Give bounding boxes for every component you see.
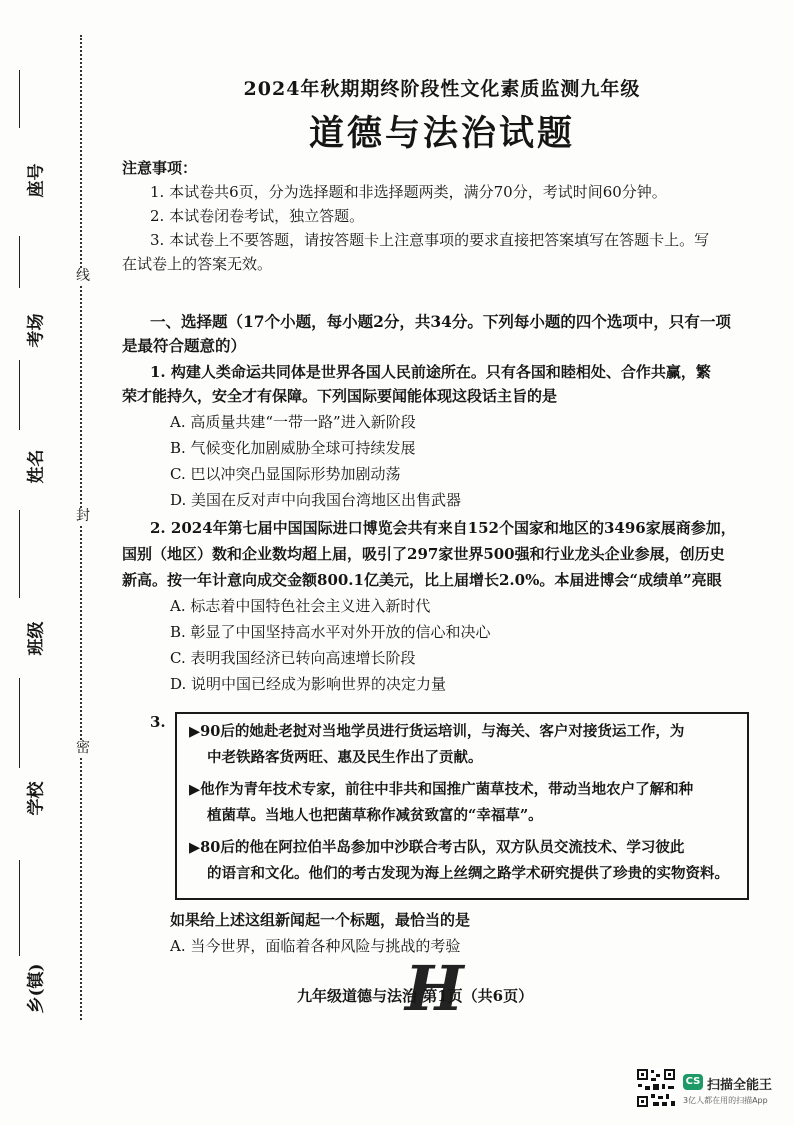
township-label: 乡(镇) — [26, 963, 47, 1014]
watermark-h-mark: H — [405, 952, 464, 1025]
q3-stem: 如果给上述这组新闻起一个标题，最恰当的是 — [170, 911, 471, 929]
seal-dotted-line — [80, 35, 82, 1020]
seat-label: 座号 — [26, 163, 47, 198]
notice-heading: 注意事项： — [122, 159, 198, 177]
student-name-blank — [19, 360, 20, 430]
q2-stem-line-3: 新高。按一年计意向成交金额800.1亿美元，比上届增长2.0%。本届进博会“成绩单”亮眼 — [122, 571, 722, 589]
q3-news-line-3: ▶他作为青年技术专家，前往中非共和国推广菌草技术，带动当地农户了解和种 — [189, 781, 694, 798]
q2-stem-line-1: 2. 2024年第七届中国国际进口博览会共有来自152个国家和地区的3496家展商参加， — [150, 519, 736, 537]
scanner-app-name: 扫描全能王 — [707, 1078, 773, 1093]
q1-option-a: A. 高质量共建“一带一路”进入新阶段 — [170, 413, 416, 431]
q3-news-line-5: ▶80后的他在阿拉伯半岛参加中沙联合考古队，双方队员交流技术、学习彼此 — [189, 839, 685, 856]
class-label: 班级 — [26, 621, 47, 656]
township-blank — [19, 860, 20, 956]
exam-room-label: 考场 — [26, 313, 47, 348]
binding-strip — [0, 0, 100, 1060]
q3-option-a: A. 当今世界，面临着各种风险与挑战的考验 — [170, 937, 461, 955]
section1-heading-cont: 是最符合题意的） — [122, 336, 247, 355]
exam-room-blank — [19, 236, 20, 288]
seal-char-secret: 密 — [76, 740, 90, 756]
seal-char-seal: 封 — [76, 508, 90, 524]
q1-option-b: B. 气候变化加剧威胁全球可持续发展 — [170, 439, 416, 457]
seat-blank — [19, 70, 20, 128]
q1-option-d: D. 美国在反对声中向我国台湾地区出售武器 — [170, 491, 462, 509]
qr-code-icon — [636, 1068, 676, 1108]
q3-news-line-1: ▶90后的她赴老挝对当地学员进行货运培训，与海关、客户对接货运工作，为 — [189, 723, 685, 740]
q2-option-b: B. 彰显了中国坚持高水平对外开放的信心和决心 — [170, 623, 491, 641]
scanner-tagline: 3亿人都在用的扫描App — [683, 1096, 768, 1105]
q2-option-d: D. 说明中国已经成为影响世界的决定力量 — [170, 675, 447, 693]
school-blank — [19, 678, 20, 768]
q1-stem-line-1: 1. 构建人类命运共同体是世界各国人民前途所在。只有各国和睦相处、合作共赢，繁 — [150, 363, 711, 381]
q3-news-line-6: 的语言和文化。他们的考古发现为海上丝绸之路学术研究提供了珍贵的实物资料。 — [207, 865, 729, 882]
notice-item-3: 3. 本试卷上不要答题，请按答题卡上注意事项的要求直接把答案填写在答题卡上。写 — [150, 231, 710, 249]
notice-item-2: 2. 本试卷闭卷考试，独立答题。 — [150, 207, 365, 225]
q3-news-line-2: 中老铁路客货两旺、惠及民生作出了贡献。 — [207, 749, 483, 766]
school-label: 学校 — [26, 781, 47, 816]
q3-number: 3. — [150, 713, 166, 731]
notice-item-1: 1. 本试卷共6页，分为选择题和非选择题两类，满分70分，考试时间60分钟。 — [150, 183, 667, 201]
q3-news-box — [175, 712, 749, 900]
class-blank — [19, 510, 20, 598]
q2-option-c: C. 表明我国经济已转向高速增长阶段 — [170, 649, 416, 667]
q1-option-c: C. 巴以冲突凸显国际形势加剧动荡 — [170, 465, 401, 483]
q2-stem-line-2: 国别（地区）数和企业数均超上届，吸引了297家世界500强和行业龙头企业参展，创历史 — [122, 545, 725, 563]
scanner-logo-icon: CS — [683, 1074, 703, 1090]
notice-item-3-cont: 在试卷上的答案无效。 — [122, 255, 273, 273]
section1-heading: 一、选择题（17个小题，每小题2分，共34分。下列每小题的四个选项中，只有一项 — [150, 312, 731, 331]
q1-stem-line-2: 荣才能持久，安全才有保障。下列国际要闻能体现这段话主旨的是 — [122, 387, 558, 405]
page-footer: 九年级道德与法治 第1页（共6页） — [297, 987, 534, 1005]
exam-title: 道德与法治试题 — [308, 113, 575, 154]
q3-news-line-4: 植菌草。当地人也把菌草称作减贫致富的“幸福草”。 — [207, 807, 543, 824]
student-name-label: 姓名 — [26, 449, 47, 484]
q2-option-a: A. 标志着中国特色社会主义进入新时代 — [170, 597, 431, 615]
exam-subtitle: 2024年秋期期终阶段性文化素质监测九年级 — [243, 78, 641, 100]
seal-char-line: 线 — [76, 268, 90, 284]
